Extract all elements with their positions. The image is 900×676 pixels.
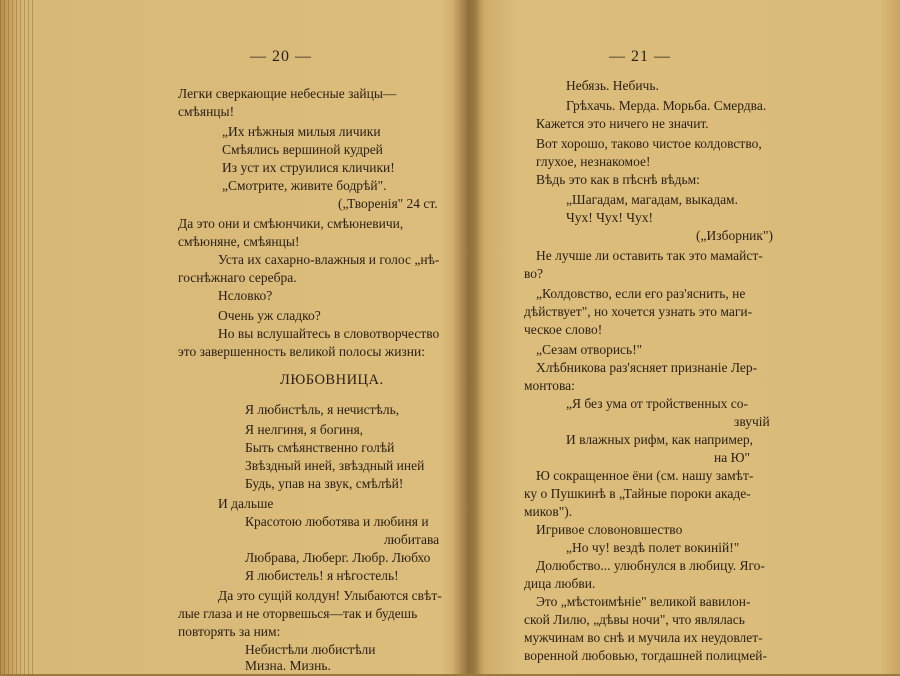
text-line: Легки сверкающие небесные зайцы— xyxy=(178,86,397,101)
text-line: дица любви. xyxy=(524,576,596,591)
text-line: Игривое словоновшество xyxy=(536,522,683,537)
text-line: „Сезам отворись!" xyxy=(536,342,643,357)
text-line: Очень уж сладко? xyxy=(218,308,321,323)
poem-line: „Я без ума от тройственных со- xyxy=(566,396,749,411)
text-line: во? xyxy=(524,266,544,281)
page-edges xyxy=(0,0,34,674)
text-line: монтова: xyxy=(524,378,575,393)
text-line: Да это сущій колдун! Улыбаются свѣт- xyxy=(218,588,442,603)
page-number: — 21 — xyxy=(609,48,671,65)
text-line: Но вы вслушайтесь в словотворчество xyxy=(218,326,440,341)
text-line: ской Лилю, „дѣвы ночи", что являлась xyxy=(524,612,745,627)
poem-line: Мизна. Мизнь. xyxy=(245,658,331,673)
poem-line: Быть смѣянственно голѣй xyxy=(245,440,395,455)
text-line: Вѣдь это как в пѣснѣ вѣдьм: xyxy=(536,172,700,187)
text-line: госнѣжнаго серебра. xyxy=(178,270,297,285)
poem-line: на Ю" xyxy=(714,450,750,465)
section-heading: ЛЮБОВНИЦА. xyxy=(280,372,384,388)
poem-line: Любрава, Люберг. Любр. Любхо xyxy=(245,550,431,565)
text-line: Долюбство... улюбнулся в любицу. Яго- xyxy=(536,558,765,573)
text-line: Грѣхачь. Мерда. Морьба. Смердва. xyxy=(566,98,767,113)
text-line: это завершенность великой полосы жизни: xyxy=(178,344,425,359)
poem-line: Чух! Чух! Чух! xyxy=(566,210,654,225)
text-line: лые глаза и не оторвешься—так и будешь xyxy=(178,606,418,621)
text-line: „Их нѣжныя милыя личики xyxy=(222,124,381,139)
text-line: „Смотрите, живите бодрѣй". xyxy=(222,178,387,193)
poem-line: любитава xyxy=(384,532,440,547)
text-line: мужчинам во снѣ и мучила их неудовлет- xyxy=(524,630,763,645)
text-line: повторять за ним: xyxy=(178,624,281,639)
text-line: Это „мѣстоимѣніе" великой вавилон- xyxy=(536,594,751,609)
text-line: Вот хорошо, таково чистое колдовство, xyxy=(536,136,762,151)
page-number: — 20 — xyxy=(250,48,312,65)
text-line: глухое, незнакомое! xyxy=(536,154,651,169)
text-line: Ю сокращенное ёни (см. нашу замѣт- xyxy=(536,468,754,483)
text-line: Кажется это ничего не значит. xyxy=(536,116,709,131)
poem-line: Красотою люботява и любиня и xyxy=(245,514,429,529)
poem-line: Я нелгиня, я богиня, xyxy=(245,422,364,437)
poem-line: „Шагадам, магадам, выкадам. xyxy=(566,192,738,207)
text-line: „Колдовство, если его раз'яснить, не xyxy=(536,286,746,301)
text-line: воренной любовью, тогдашней полицмей- xyxy=(524,648,768,663)
text-line: миков"). xyxy=(524,504,573,519)
poem-line: звучій xyxy=(734,414,770,429)
poem-line: Я любистель! я нѣгостель! xyxy=(245,568,399,583)
text-line: Из уст их струилися кличики! xyxy=(222,160,395,175)
text-line: („Изборник") xyxy=(696,228,773,243)
book-gutter xyxy=(452,0,482,674)
text-line: смѣянцы! xyxy=(178,104,235,119)
text-line: ческое слово! xyxy=(524,322,603,337)
right-page xyxy=(484,0,896,674)
text-line: Нсловко? xyxy=(218,288,273,303)
poem-line: Я любистѣль, я нечистѣль, xyxy=(245,402,400,417)
text-line: смѣюняне, смѣянцы! xyxy=(178,234,300,249)
text-line: Не лучше ли оставить так это мамайст- xyxy=(536,248,763,263)
text-line: Да это они и смѣюнчики, смѣюневичи, xyxy=(178,216,404,231)
poem-line: Будь, упав на звук, смѣлѣй! xyxy=(245,476,404,491)
poem-line: Звѣздный иней, звѣздный иней xyxy=(245,458,425,473)
text-line: Смѣялись вершиной кудрей xyxy=(222,142,383,157)
text-line: Уста их сахарно-влажныя и голос „нѣ- xyxy=(218,252,440,267)
text-line: („Творенія" 24 ст. xyxy=(338,196,438,211)
poem-line: „Но чу! вездѣ полет вокиній!" xyxy=(566,540,740,555)
text-line: Небязь. Небичь. xyxy=(566,78,659,93)
poem-line: Небистѣли любистѣли xyxy=(245,642,376,657)
left-page xyxy=(40,0,452,674)
text-line: ку о Пушкинѣ в „Тайные пороки акаде- xyxy=(524,486,751,501)
poem-line: И влажных рифм, как например, xyxy=(566,432,753,447)
text-line: дѣйствует", но хочется узнать это маги- xyxy=(524,304,753,319)
text-line: И дальше xyxy=(218,496,274,511)
text-line: Хлѣбникова раз'ясняет признаніе Лер- xyxy=(536,360,758,375)
